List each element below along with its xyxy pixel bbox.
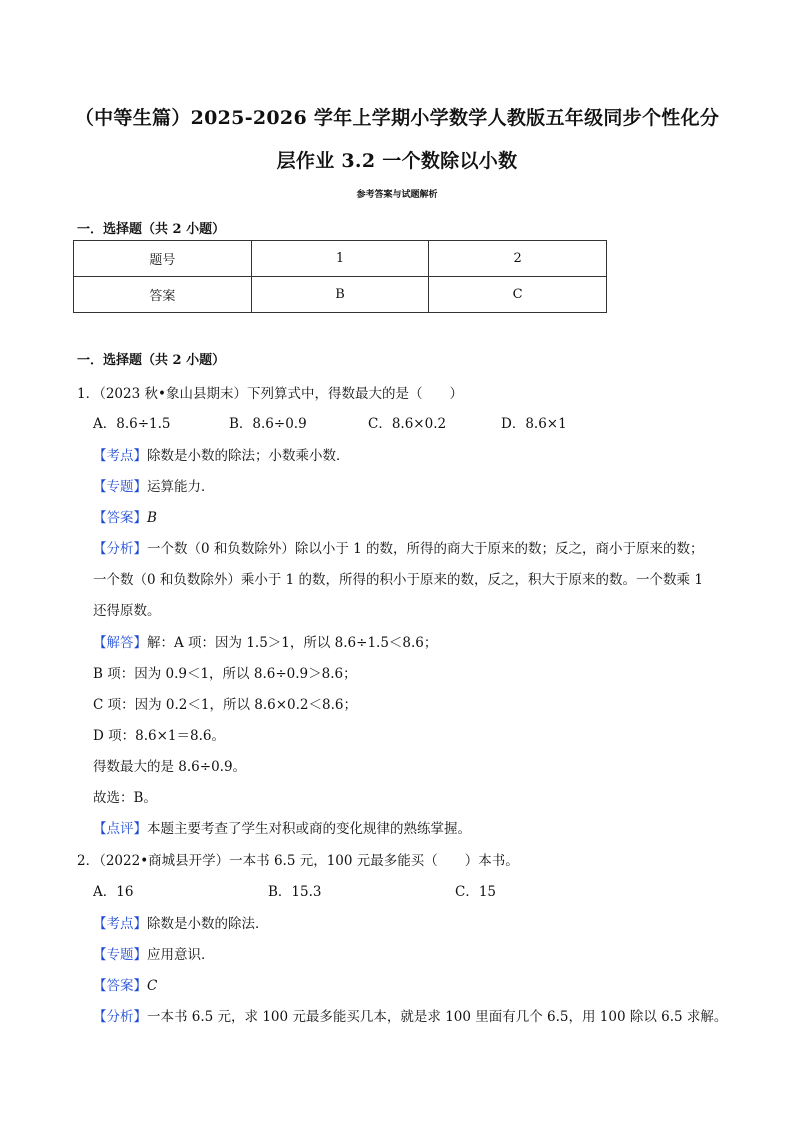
kaodian-text: 除数是小数的除法；小数乘小数． [147,448,350,464]
q1-fenxi-line2: 一个数（0 和负数除外）乘小于 1 的数，所得的积小于原来的数，反之，积大于原来的数。一个数乘 1 [93,572,703,588]
answer-table [73,240,607,313]
zhuanti-text: 运算能力． [147,479,215,495]
answer-section-title: 一．选择题（共 2 小题） [77,222,226,237]
zhuanti-tag: 【专题】 [93,479,147,495]
question-2-option-a: A．16 [93,884,134,900]
q1-fenxi-line1 [93,537,704,557]
fenxi-tag: 【分析】 [93,1009,147,1025]
table-cell: B [251,277,429,313]
q1-dianping [93,817,471,837]
dianping-tag: 【点评】 [93,821,147,837]
table-row [74,277,607,313]
q1-zhuanti [93,475,215,495]
fenxi-tag: 【分析】 [93,541,147,557]
q1-jieda-line4: D 项：8.6×1＝8.6。 [93,728,225,744]
table-row [74,241,607,277]
q1-jieda-line2: B 项：因为 0.9＜1，所以 8.6÷0.9＞8.6； [93,666,357,682]
daan-text: B [147,510,157,526]
dianping-text: 本题主要考查了学生对积或商的变化规律的熟练掌握。 [147,821,471,837]
q2-daan [93,974,157,994]
table-cell: 答案 [74,277,252,313]
questions-section-title: 一．选择题（共 2 小题） [77,353,226,368]
q2-zhuanti [93,943,215,963]
jieda-tag: 【解答】 [93,635,147,651]
question-2-option-c: C．15 [455,884,497,900]
q1-kaodian [93,444,350,464]
q2-fenxi [93,1005,727,1025]
question-1-option-c: C．8.6×0.2 [368,416,447,432]
table-cell: C [429,277,607,313]
table-cell: 2 [429,241,607,277]
kaodian-text: 除数是小数的除法． [147,916,269,932]
daan-tag: 【答案】 [93,510,147,526]
question-2-stem: 2．（2022•商城县开学）一本书 6.5 元，100 元最多能买（ ）本书。 [77,853,519,869]
q1-jieda-line5: 得数最大的是 8.6÷0.9。 [93,759,247,775]
question-1-option-d: D．8.6×1 [501,416,567,432]
jieda-text: 解：A 项：因为 1.5＞1，所以 8.6÷1.5＜8.6； [147,635,438,651]
zhuanti-text: 应用意识． [147,947,215,963]
kaodian-tag: 【考点】 [93,448,147,464]
document-subtitle: 参考答案与试题解析 [356,190,438,200]
zhuanti-tag: 【专题】 [93,947,147,963]
q2-kaodian [93,912,269,932]
question-1-option-a: A．8.6÷1.5 [93,416,171,432]
daan-text: C [147,978,158,994]
q1-daan [93,506,157,526]
question-1-stem: 1．（2023 秋•象山县期末）下列算式中，得数最大的是（ ） [77,386,463,402]
question-2-option-b: B．15.3 [268,884,322,900]
table-cell: 1 [251,241,429,277]
q1-jieda-line1 [93,631,437,651]
question-1-option-b: B．8.6÷0.9 [229,416,307,432]
fenxi-text: 一个数（0 和负数除外）除以小于 1 的数，所得的商大于原来的数；反之，商小于原来的数； [147,541,704,557]
kaodian-tag: 【考点】 [93,916,147,932]
q1-jieda-line6: 故选：B。 [93,790,157,806]
fenxi-text: 一本书 6.5 元，求 100 元最多能买几本，就是求 100 里面有几个 6.5，用 100 除以 6.5 求解。 [147,1009,728,1025]
table-cell: 题号 [74,241,252,277]
daan-tag: 【答案】 [93,978,147,994]
document-title-line2: 层作业 3.2 一个数除以小数 [276,150,518,172]
q1-jieda-line3: C 项：因为 0.2＜1，所以 8.6×0.2＜8.6； [93,697,357,713]
document-title-line1: （中等生篇）2025-2026 学年上学期小学数学人教版五年级同步个性化分 [74,107,720,129]
q1-fenxi-line3: 还得原数。 [93,603,161,619]
